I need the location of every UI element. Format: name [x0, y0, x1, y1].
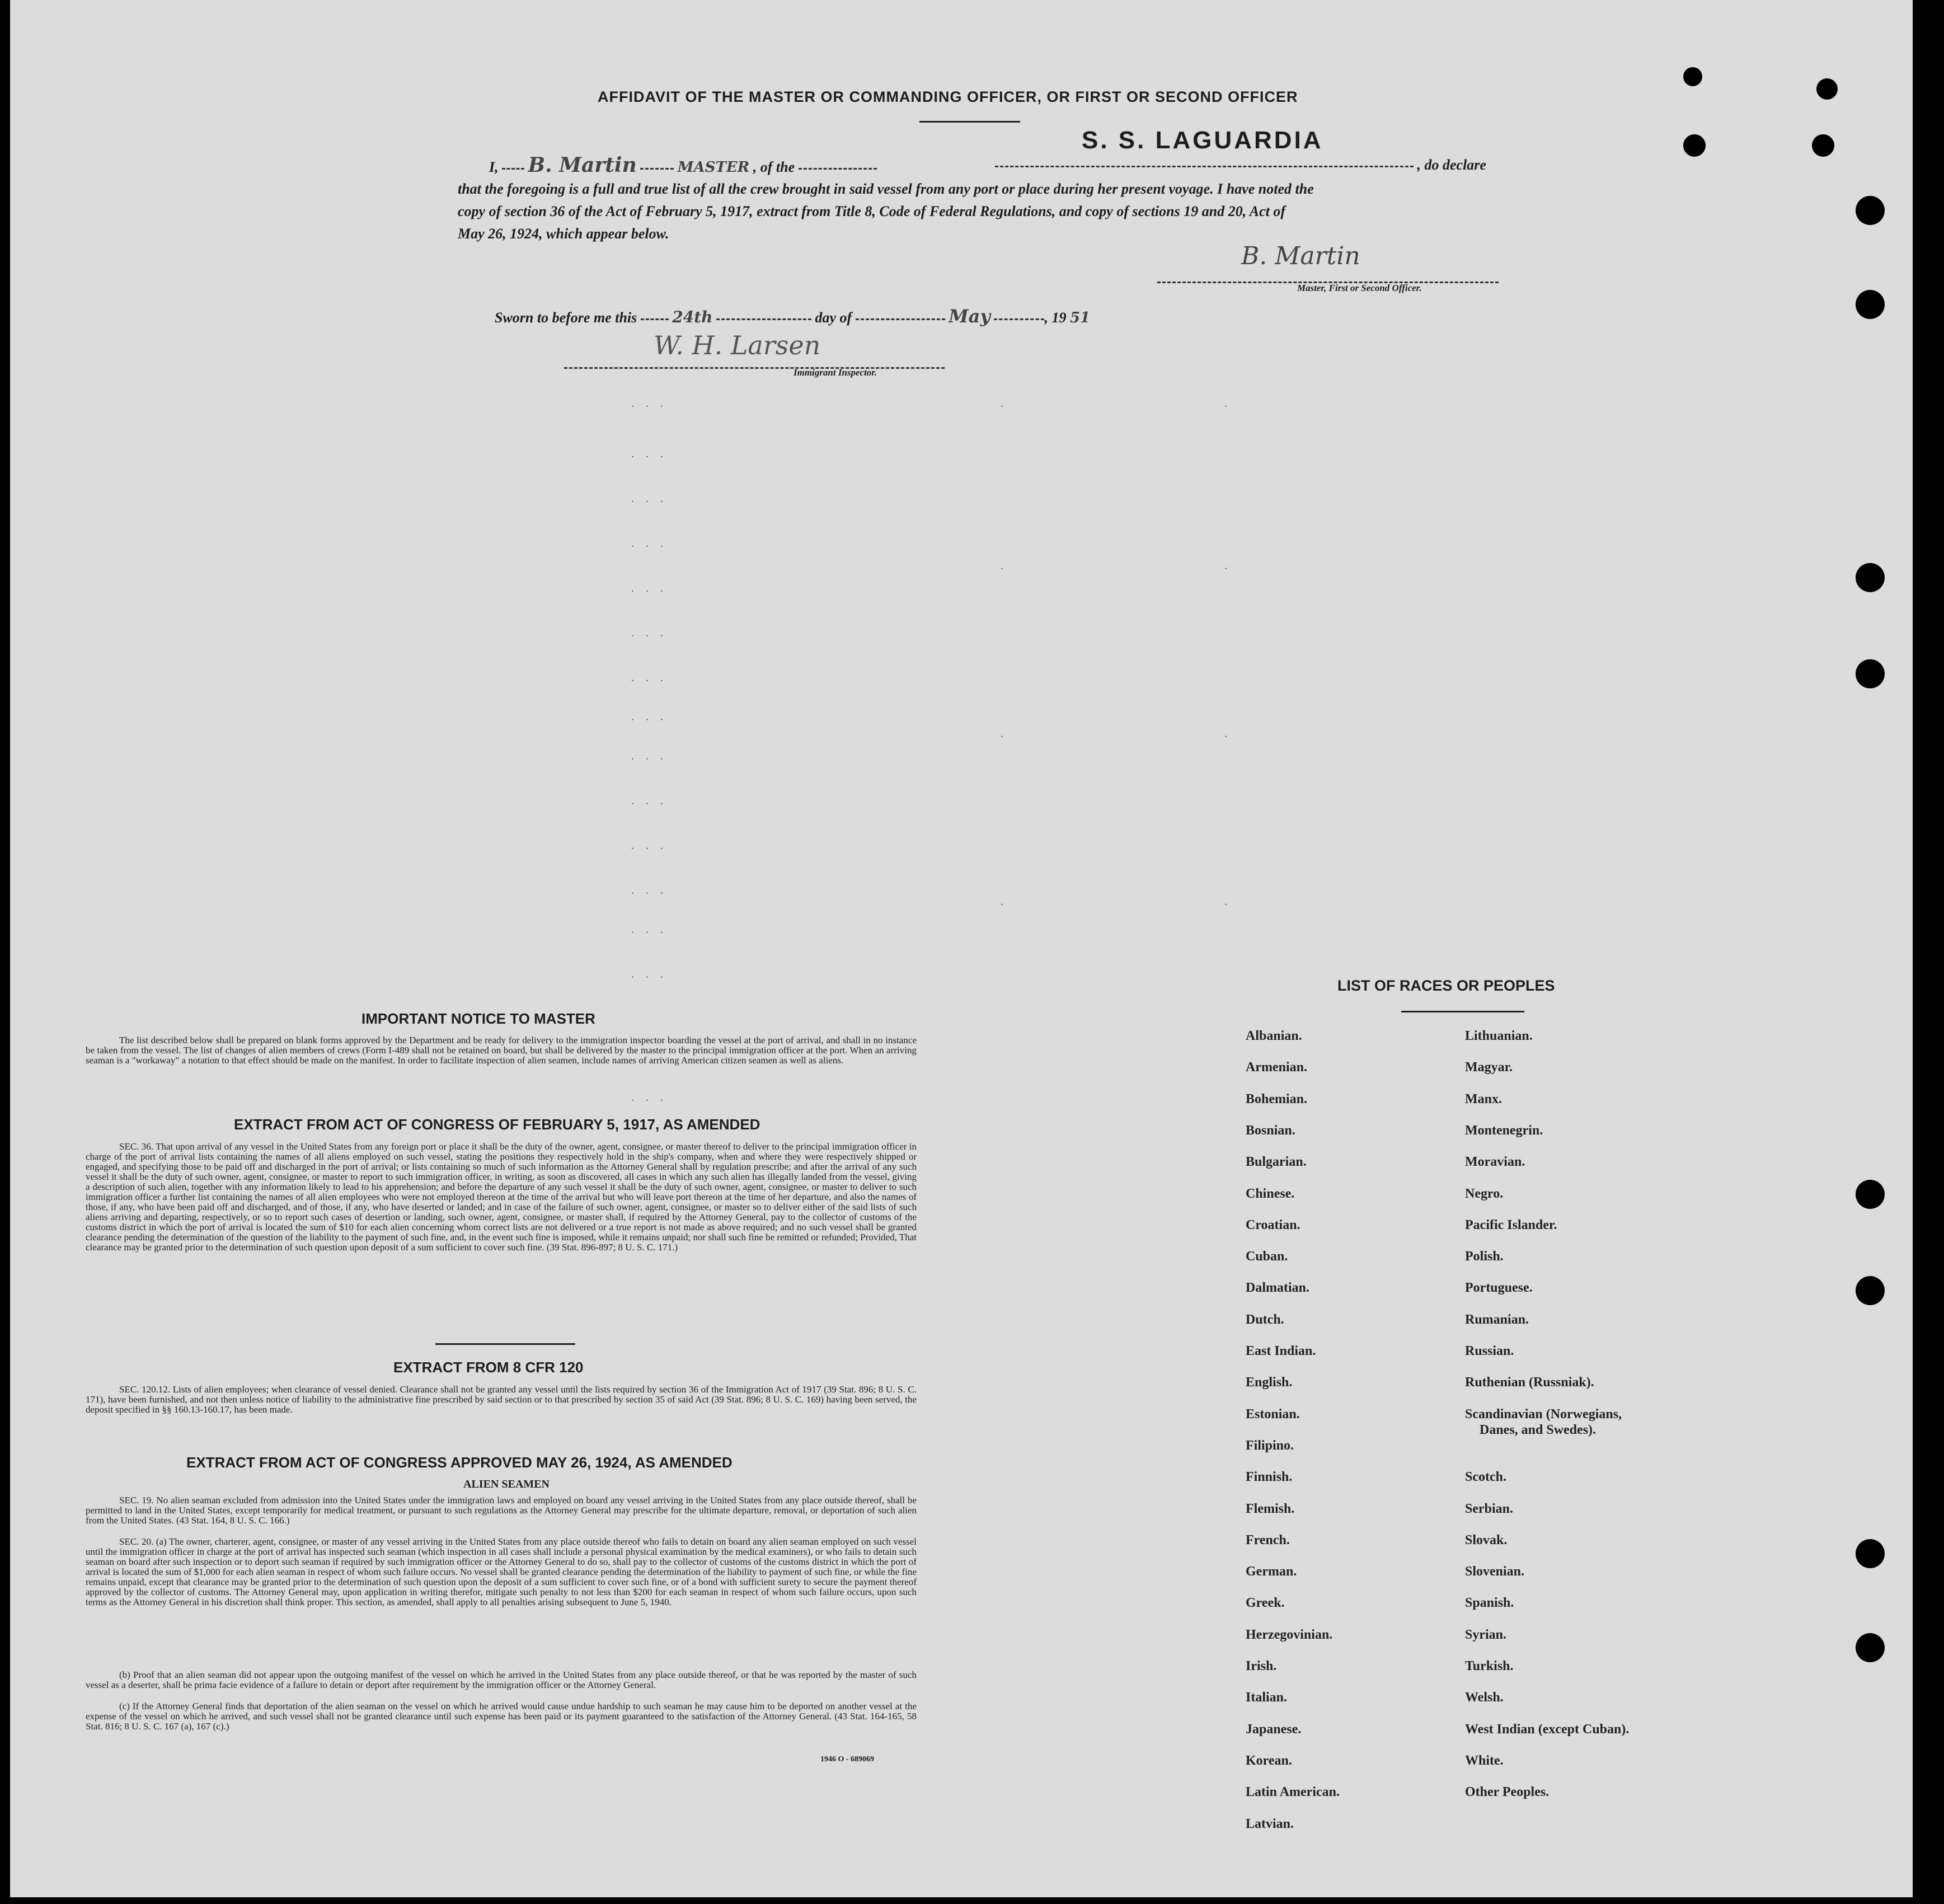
race-item: Finnish. [1246, 1470, 1293, 1485]
race-item: Turkish. [1465, 1659, 1514, 1673]
officer-name: B. Martin [528, 153, 637, 177]
inspector-caption: Immigrant Inspector. [793, 367, 877, 378]
ship-line [995, 154, 1486, 176]
of-the-label: , of the [753, 159, 795, 175]
divider [435, 1343, 575, 1345]
punch-hole [1683, 67, 1702, 86]
race-item: West Indian (except Cuban). [1465, 1722, 1630, 1737]
punch-hole [1856, 1276, 1885, 1305]
alien-seamen-subtitle: ALIEN SEAMEN [463, 1478, 550, 1490]
sworn-month: May [948, 306, 990, 327]
race-item: Bohemian. [1246, 1091, 1308, 1106]
sec-20c-text: (c) If the Attorney General finds that deportation of the alien seaman on the vessel on which he arrived would cause undue hardship to such seaman he may cause him to be deported on another vessel at the expense of the vessel on which he arrived, and such vessel shall not be granted clearance until such expense has been paid or its payment guaranteed to the satisfaction of the Attorney General. (43 Stat. 164-165, 58 Stat. 816; 8 U. S. C. 167 (a), 167 (c).) [86, 1701, 917, 1732]
year-suffix: 51 [1069, 309, 1091, 326]
officer-rank: MASTER [677, 159, 750, 176]
do-declare-label: , do declare [1417, 157, 1486, 173]
sec-20a-text: SEC. 20. (a) The owner, charterer, agent, consignee, or master of any vessel arriving in the United States from any place outside thereof who fails to detain on board any alien seaman employed on such vessel until the immigration officer in charge at the port of arrival has inspected such seaman (which inspection in all cases shall include a personal physical examination by the medical examiners), or who fails to detain such seaman on board after such inspection or to deport such seaman if required by such immigration officer or the Attorney General to do so, shall pay to the collector of customs of the customs district in which the port of arrival is located the sum of $1,000 for each alien seaman in respect of whom such failure occurs. No vessel shall be granted clearance pending the determination of the liability to payment of such fine, or while the fine remains unpaid, except that clearance may be granted prior to the determination of such question upon the deposit of a sum sufficient to cover such fine, or of a bond with sufficient surety to secure the payment thereof approved by the collector of customs. The Attorney General may, upon application in writing therefor, mitigate such penalty to not less than $200 for each seaman in respect of whom such failure occurs, upon such terms as the Attorney General in his discretion shall think proper. This section, as amended, shall apply to all penalties arising subsequent to June 5, 1940. [86, 1536, 917, 1607]
race-item: Spanish. [1465, 1596, 1514, 1611]
sworn-day: 24th [672, 308, 713, 326]
race-item: Latin American. [1246, 1785, 1340, 1800]
race-item: Russian. [1465, 1344, 1514, 1358]
race-item: Slovak. [1465, 1532, 1508, 1547]
race-item: Moravian. [1465, 1155, 1525, 1170]
race-item: Scandinavian (Norwegians, [1465, 1406, 1622, 1422]
punch-hole [1856, 1633, 1885, 1662]
inspector-signature: W. H. Larsen [654, 330, 821, 360]
declaration-line-3: May 26, 1924, which appear below. [458, 226, 669, 242]
race-item: Bosnian. [1246, 1123, 1295, 1138]
race-item: East Indian. [1246, 1344, 1316, 1358]
races-title: LIST OF RACES OR PEOPLES [1337, 977, 1555, 994]
extract-1917-text: SEC. 36. That upon arrival of any vessel in the United States from any foreign port or place it shall be the duty of the owner, agent, consignee, or master thereof to deliver to the principal immigration officer in charge of the port of arrival lists containing the names of all aliens employed on such vessel, stating the positions they respectively hold in the ship's company, when and where they were respectively shipped or engaged, and specifying those to be paid off and discharged in the port of arrival; or lists containing so much of such information as the Attorney General shall by regulation prescribe; and after the arrival of any such vessel it shall be the duty of such owner, agent, consignee, or master to report to such immigration officer, in writing, as soon as discovered, all cases in which any such alien has illegally landed from the vessel, giving a description of such alien, together with any information likely to lead to his apprehension; and before the departure of any such vessel it shall be the duty of such owner, agent, consignee, or master to deliver to such immigration officer a further list containing the names of all alien employees who were not employed thereon at the time of the arrival but who will leave port thereon at the time of her departure, and also the names of those, if any, who have been paid off and discharged, and of those, if any, who have deserted or landed; and in case of the failure of such owner, agent, consignee, or master so to deliver either of the said lists of such aliens arriving and departing, respectively, or so to report such cases of desertion or landing, such owner, agent, consignee, or master shall, if required by the Attorney General, pay to the collector of customs of the customs district in which the port of arrival is located the sum of $10 for each alien concerning whom correct lists are not delivered or a true report is not made as above required; and no such vessel shall be granted clearance pending the determination of the question of the liability to the payment of such fine, and, in the event such fine is imposed, while it remains unpaid; nor shall such fine be remitted or refunded; Provided, That clearance may be granted prior to the determination of such question upon deposit of a sum sufficient to cover such fine. (39 Stat. 896-897; 8 U. S. C. 171.) [86, 1141, 917, 1253]
race-item: Scotch. [1465, 1470, 1506, 1485]
declaration-line-2: copy of section 36 of the Act of February 5, 1917, extract from Title 8, Code of Federal Regulations, and copy of sections 19 and 20, Act of [458, 203, 1285, 219]
sec-20b-text: (b) Proof that an alien seaman did not appear upon the outgoing manifest of the vessel on which he arrived in the United States from any place outside thereof, or that he was reported by the master of such vessel as a deserter, shall be prima facie evidence of a failure to detain or deport after requirement by the immigration officer or the Attorney General. [86, 1669, 917, 1690]
race-item: Flemish. [1246, 1501, 1295, 1516]
race-item: Cuban. [1246, 1249, 1288, 1264]
i-label: I, [489, 159, 499, 175]
extract-1917-title: EXTRACT FROM ACT OF CONGRESS OF FEBRUARY 5, 1917, AS AMENDED [234, 1116, 760, 1133]
notice-title: IMPORTANT NOTICE TO MASTER [361, 1010, 595, 1027]
declaration-line-1: that the foregoing is a full and true list of all the crew brought in said vessel from any port or place during her present voyage. I have noted the [458, 181, 1314, 197]
race-item: Montenegrin. [1465, 1123, 1543, 1138]
punch-hole [1856, 290, 1885, 319]
race-item: Filipino. [1246, 1438, 1294, 1453]
race-item: Japanese. [1246, 1722, 1302, 1737]
race-item: German. [1246, 1564, 1297, 1579]
race-continuation: Danes, and Swedes). [1480, 1423, 1596, 1437]
race-item: Pacific Islander. [1465, 1217, 1557, 1232]
sec-19-text: SEC. 19. No alien seaman excluded from admission into the United States under the immigration laws and employed on board any vessel arriving in the United States from any place outside thereof, shall be permitted to land in the United States, except temporarily for medical treatment, or pursuant to such regulations as the Attorney General may prescribe for the ultimate departure, removal, or deportation of such alien from the United States. (43 Stat. 164, 8 U. S. C. 166.) [86, 1495, 917, 1526]
race-item: Korean. [1246, 1753, 1292, 1768]
punch-hole [1856, 1180, 1885, 1209]
race-item: Welsh. [1465, 1690, 1504, 1705]
race-item: Lithuanian. [1465, 1029, 1533, 1043]
race-item: Armenian. [1246, 1060, 1307, 1075]
race-item: Rumanian. [1465, 1312, 1529, 1327]
race-item: Syrian. [1465, 1627, 1507, 1642]
punch-hole [1856, 563, 1885, 592]
print-code: 1946 O - 689069 [820, 1755, 875, 1764]
race-item: Portuguese. [1465, 1281, 1533, 1296]
race-item: Negro. [1465, 1186, 1504, 1201]
punch-hole [1812, 134, 1834, 157]
day-of-label: day of [815, 309, 852, 326]
affidavit-line-1 [489, 154, 877, 179]
sworn-line [495, 305, 1090, 329]
race-item: Italian. [1246, 1690, 1288, 1705]
race-item: Polish. [1465, 1249, 1504, 1264]
punch-hole [1856, 196, 1885, 225]
divider [919, 121, 1020, 123]
punch-hole [1856, 659, 1885, 688]
race-item: Magyar. [1465, 1060, 1513, 1075]
race-item: Irish. [1246, 1659, 1277, 1673]
notice-text: The list described below shall be prepared on blank forms approved by the Department and be ready for delivery to the immigration inspector boarding the vessel at the port of arrival, and shall in no instance be taken from the vessel. The list of changes of alien members of crews (Form I-489 shall not be retained on board, but shall be delivered by the master to the principal immigration officer at the port. When an arriving seaman is a "workaway" a notation to that effect should be made on the manifest. In order to facilitate inspection of alien seamen, include names of arriving American citizen seamen as well as aliens. [86, 1035, 917, 1066]
divider [1401, 1011, 1524, 1012]
race-item: Latvian. [1246, 1816, 1294, 1831]
race-item: Herzegovinian. [1246, 1627, 1333, 1642]
race-item: Croatian. [1246, 1217, 1300, 1232]
race-item: Slovenian. [1465, 1564, 1525, 1579]
race-item: White. [1465, 1753, 1504, 1768]
master-caption: Master, First or Second Officer. [1297, 283, 1422, 293]
affidavit-title: AFFIDAVIT OF THE MASTER OR COMMANDING OFFICER, OR FIRST OR SECOND OFFICER [598, 88, 1298, 105]
race-item: Serbian. [1465, 1501, 1514, 1516]
year-prefix: , 19 [1044, 309, 1067, 326]
punch-hole [1856, 1539, 1885, 1568]
race-item: English. [1246, 1375, 1293, 1390]
race-item: Albanian. [1246, 1029, 1302, 1043]
race-item: Other Peoples. [1465, 1785, 1549, 1800]
race-item: Chinese. [1246, 1186, 1295, 1201]
race-item: Dalmatian. [1246, 1281, 1309, 1296]
ship-name: S. S. LAGUARDIA [1082, 126, 1323, 154]
race-item: Manx. [1465, 1091, 1502, 1106]
document-page: AFFIDAVIT OF THE MASTER OR COMMANDING OFFICER, OR FIRST OR SECOND OFFICER I, B. Martin MASTER , of the S. S. LAGUARDIA , do declare that the foregoing is a full and true list of all the crew brought in said vessel from any port or place during her present voyage. I have noted the copy of section 36 of the Act of February 5, 1917, extract from Title 8, Code of Federal Regulations, and copy of sections 19 and 20, Act of May 26, 1924, which appear below. B. Martin Master, First or Second Officer. Sworn to before me this 24th day of May , 19 51 W. H. Larsen Immigrant Inspector. . . . . . . . . . . . . . . . . . . . . . . . . . . . . . . . . . . . . . . . . . . . . . . . . . . . . . IMPORTANT NOTICE TO MASTER The list described below shall be prepared on blank forms approved by the Department and be ready for delivery to the immigration inspector boarding the vessel at the port of arrival, and shall in no instance be taken from the vessel. The list of changes of alien members of crews (Form I-489 shall not be retained on board, but shall be delivered by the master to the principal immigration officer at the port. When an arriving seaman is a "workaway" a notation to that effect should be made on the manifest. In order to facilitate inspection of alien seamen, include names of arriving American citizen seamen as well as aliens. EXTRACT FROM ACT OF CONGRESS OF FEBRUARY 5, 1917, AS AMENDED SEC. 36. That upon arrival of any vessel in the United States from any foreign port or place it shall be the duty of the owner, agent, consignee, or master thereof to deliver to the principal immigration officer in charge of the port of arrival lists containing the names of all aliens employed on such vessel, stating the positions they respectively hold in the ship's company, when and where they were respectively shipped or engaged, and specifying those to be paid off and discharged in the port of arrival; or lists containing so much of such information as the Attorney General shall by regulation prescribe; and after the arrival of any such vessel it shall be the duty of such owner, agent, consignee, or master to report to such immigration officer, in writing, as soon as discovered, all cases in which any such alien has illegally landed from the vessel, giving a description of such alien, together with any information likely to lead to his apprehension; and before the departure of any such vessel it shall be the duty of such owner, agent, consignee, or master to deliver to such immigration officer a further list containing the names of all alien employees who were not employed thereon at the time of the arrival but who will leave port thereon at the time of her departure, and also the names of those, if any, who have been paid off and discharged, and of those, if any, who have deserted or landed; and in case of the failure of such owner, agent, consignee, or master so to deliver either of the said lists of such aliens arriving and departing, respectively, or so to report such cases of desertion or landing, such owner, agent, consignee, or master shall, if required by the Attorney General, pay to the collector of customs of the customs district in which the port of arrival is located the sum of $10 for each alien concerning whom correct lists are not delivered or a true report is not made as above required; and no such vessel shall be granted clearance pending the determination of the question of the liability to the payment of such fine, and, in the event such fine is imposed, while it remains unpaid; nor shall such fine be remitted or refunded; Provided, That clearance may be granted prior to the determination of such question upon deposit of a sum sufficient to cover such fine. (39 Stat. 896-897; 8 U. S. C. 171.) EXTRACT FROM 8 CFR 120 SEC. 120.12. Lists of alien employees; when clearance of vessel denied. Clearance shall not be granted any vessel until the lists required by section 36 of the Immigration Act of 1917 (39 Stat. 896; 8 U. S. C. 171), have been furnished, and not then unless notice of liability to the administrative fine prescribed by said section or to that prescribed by section 35 of said Act (39 Stat. 896; 8 U. S. C. 169) having been served, the deposit specified in §§ 160.13-160.17, has been made. EXTRACT FROM ACT OF CONGRESS APPROVED MAY 26, 1924, AS AMENDED ALIEN SEAMEN SEC. 19. No alien seaman excluded from admission into the United States under the immigration laws and employed on board any vessel arriving in the United States from any place outside thereof, shall be permitted to land in the United States, except temporarily for medical treatment, or pursuant to such regulations as the Attorney General may prescribe for the ultimate departure, removal, or deportation of such alien from the United States. (43 Stat. 164, 8 U. S. C. 166.) SEC. 20. (a) The owner, charterer, agent, consignee, or master of any vessel arriving in the United States from any place outside thereof who fails to detain on board any alien seaman employed on such vessel until the immigration officer in charge at the port of arrival has inspected such seaman (which inspection in all cases shall include a personal physical examination by the medical examiners), or who fails to detain such seaman on board after such inspection or to deport such seaman if required by such immigration officer or the Attorney General to do so, shall pay to the collector of customs of the customs district in which the port of arrival is located the sum of $1,000 for each alien seaman in respect of whom such failure occurs. No vessel shall be granted clearance pending the determination of the liability to payment of such fine, or while the fine remains unpaid, except that clearance may be granted prior to the determination of such question upon the deposit of a sum sufficient to cover such fine, or of a bond with sufficient surety to secure the payment thereof approved by the collector of customs. The Attorney General may, upon application in writing therefor, mitigate such penalty to not less than $200 for each seaman in respect of whom such failure occurs, upon such terms as the Attorney General in his discretion shall think proper. This section, as amended, shall apply to all penalties arising subsequent to June 5, 1940. (b) Proof that an alien seaman did not appear upon the outgoing manifest of the vessel on which he arrived in the United States from any place outside thereof, or that he was reported by the master of such vessel as a deserter, shall be prima facie evidence of a failure to detain or deport after requirement by the immigration officer or the Attorney General. (c) If the Attorney General finds that deportation of the alien seaman on the vessel on which he arrived would cause undue hardship to such seaman he may cause him to be deported on another vessel at the expense of the vessel on which he arrived, and such vessel shall not be granted clearance until such expense has been paid or its payment guaranteed to the satisfaction of the Attorney General. (43 Stat. 164-165, 58 Stat. 816; 8 U. S. C. 167 (a), 167 (c).) 1946 O - 689069 LIST OF RACES OR PEOPLES Danes, and Swedes). Albanian. Armenian. Bohemian. Bosnian. Bulgarian. Chinese. Croatian. Cuban. Dalmatian. Dutch. East Indian. English. Estonian. Filipino. Finnish. Flemish. French. German. Greek. Herzegovinian. Irish. Italian. Japanese. Korean. Latin American. Latvian. Lithuanian. Magyar. Manx. Montenegrin. Moravian. Negro. Pacific Islander. Polish. Portuguese. Rumanian. Russian. Ruthenian (Russniak). Scandinavian (Norwegians, Scotch. Serbian. Slovak. Slovenian. Spanish. Syrian. Turkish. Welsh. West Indian (except Cuban). White. Other Peoples. [10, 0, 1913, 1897]
extract-8cfr-title: EXTRACT FROM 8 CFR 120 [393, 1359, 584, 1376]
extract-1924-title: EXTRACT FROM ACT OF CONGRESS APPROVED MAY 26, 1924, AS AMENDED [186, 1454, 732, 1471]
race-item: Dutch. [1246, 1312, 1284, 1327]
race-item: Greek. [1246, 1596, 1285, 1611]
race-item: Estonian. [1246, 1406, 1300, 1422]
extract-8cfr-text: SEC. 120.12. Lists of alien employees; when clearance of vessel denied. Clearance shall not be granted any vessel until the lists required by section 36 of the Immigration Act of 1917 (39 Stat. 896; 8 U. S. C. 171), have been furnished, and not then unless notice of liability to the administrative fine prescribed by said section or to that prescribed by section 35 of said Act (39 Stat. 896; 8 U. S. C. 169) having been served, the deposit specified in §§ 160.13-160.17, has been made. [86, 1384, 917, 1415]
sworn-label: Sworn to before me this [495, 309, 637, 326]
race-item: Ruthenian (Russniak). [1465, 1375, 1594, 1390]
race-item: Bulgarian. [1246, 1155, 1307, 1170]
master-signature: B. Martin [1241, 242, 1360, 270]
punch-hole [1816, 78, 1838, 100]
punch-hole [1683, 134, 1706, 157]
race-item: French. [1246, 1532, 1290, 1547]
